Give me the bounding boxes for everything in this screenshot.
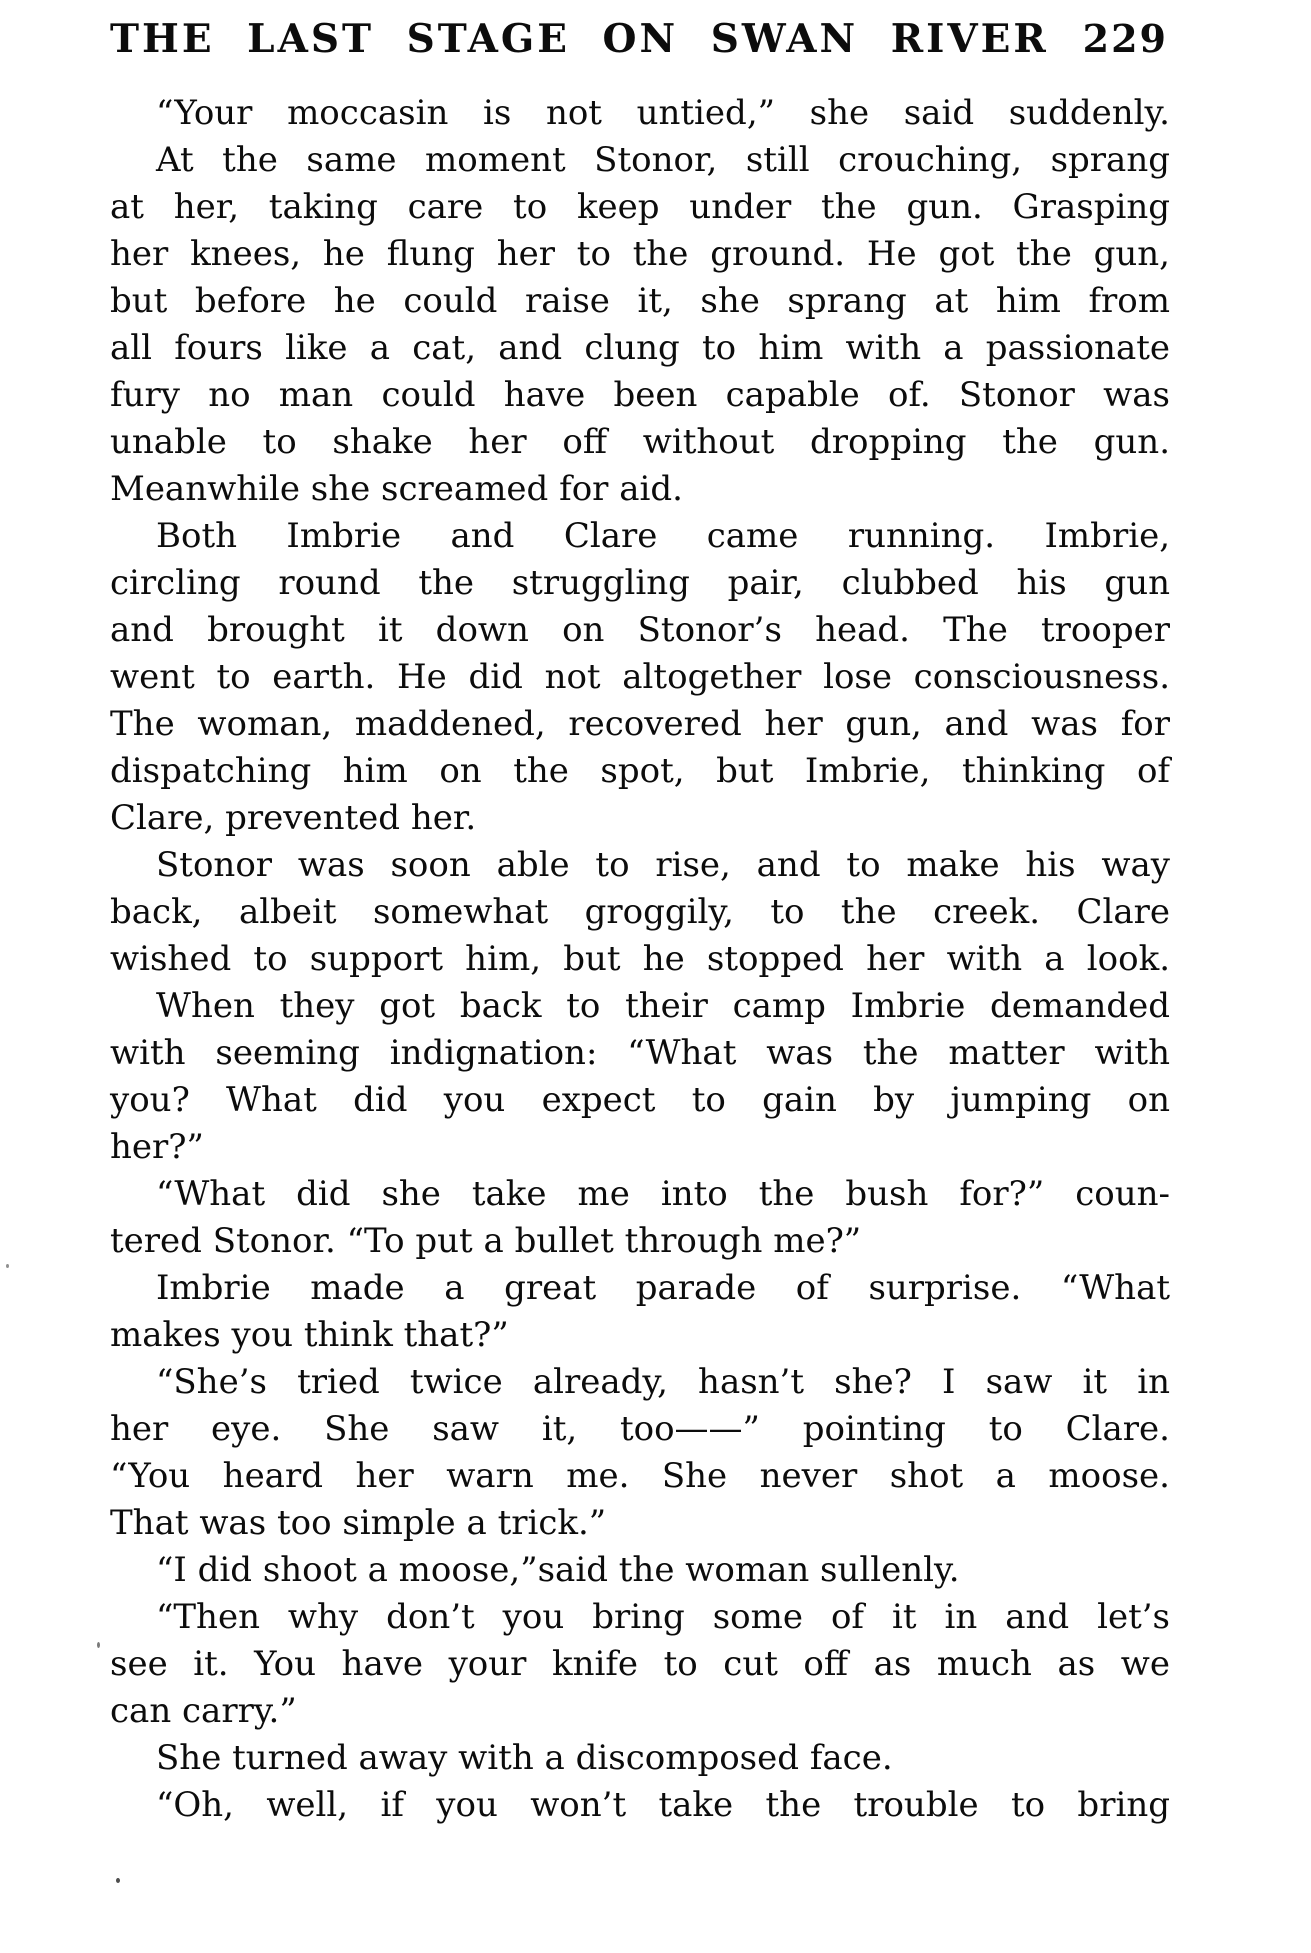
running-header xyxy=(110,16,1170,62)
text-line: you? What did you expect to gain by jumping on xyxy=(110,1080,1170,1120)
text-line: see it. You have your knife to cut off as much as we xyxy=(110,1644,1170,1684)
paragraph xyxy=(110,1359,1170,1547)
paragraph xyxy=(110,1265,1170,1359)
text-line: her eye. She saw it, too——” pointing to Clare. xyxy=(110,1409,1170,1449)
paragraph xyxy=(110,1547,1170,1594)
text-line: “You heard her warn me. She never shot a moose. xyxy=(110,1456,1170,1496)
text-line: Imbrie made a great parade of surprise. “What xyxy=(156,1268,1170,1308)
text-line: tered Stonor. “To put a bullet through me?” xyxy=(110,1221,862,1261)
text-line: circling round the struggling pair, clubbed his gun xyxy=(110,563,1170,603)
text-line: at her, taking care to keep under the gun. Grasping xyxy=(110,187,1170,227)
text-line: Meanwhile she screamed for aid. xyxy=(110,469,683,509)
text-line: The woman, maddened, recovered her gun, and was for xyxy=(110,704,1170,744)
text-line: “Oh, well, if you won’t take the trouble to bring xyxy=(156,1785,1170,1825)
text-line: all fours like a cat, and clung to him with a passionate xyxy=(110,328,1170,368)
text-line: wished to support him, but he stopped her with a look. xyxy=(110,939,1170,979)
text-line: Both Imbrie and Clare came running. Imbrie, xyxy=(156,516,1170,556)
text-line: dispatching him on the spot, but Imbrie, thinking of xyxy=(110,751,1170,791)
text-line: her?” xyxy=(110,1127,204,1167)
text-line: and brought it down on Stonor’s head. The trooper xyxy=(110,610,1170,650)
text-line: Clare, prevented her. xyxy=(110,798,477,838)
scan-speck xyxy=(6,1264,9,1268)
text-line: her knees, he flung her to the ground. He got the gun, xyxy=(110,234,1170,274)
header-title: THE LAST STAGE ON SWAN RIVER xyxy=(110,16,1049,62)
paragraph xyxy=(110,1782,1170,1829)
text-line: went to earth. He did not altogether lose consciousness. xyxy=(110,657,1170,697)
scan-speck xyxy=(116,1878,120,1883)
text-line: “Then why don’t you bring some of it in and let’s xyxy=(156,1597,1170,1637)
paragraph xyxy=(110,983,1170,1171)
text-line: fury no man could have been capable of. Stonor was xyxy=(110,375,1170,415)
paragraph xyxy=(110,513,1170,842)
paragraph xyxy=(110,842,1170,983)
page-number: 229 xyxy=(1082,16,1168,61)
text-line: with seeming indignation: “What was the matter with xyxy=(110,1033,1170,1073)
text-line: unable to shake her off without dropping the gun. xyxy=(110,422,1170,462)
paragraph xyxy=(110,90,1170,137)
text-line: She turned away with a discomposed face. xyxy=(156,1738,893,1778)
paragraph xyxy=(110,137,1170,513)
text-line: At the same moment Stonor, still crouching, sprang xyxy=(156,140,1170,180)
text-line: That was too simple a trick.” xyxy=(110,1503,607,1543)
text-line: makes you think that?” xyxy=(110,1315,509,1355)
text-line: Stonor was soon able to rise, and to make his way xyxy=(156,845,1170,885)
paragraph xyxy=(110,1171,1170,1265)
text-line: “I did shoot a moose,”said the woman sullenly. xyxy=(156,1550,960,1590)
paragraph xyxy=(110,1735,1170,1782)
text-line: but before he could raise it, she sprang at him from xyxy=(110,281,1170,321)
text-line: “What did she take me into the bush for?” coun- xyxy=(156,1174,1170,1214)
text-line: “She’s tried twice already, hasn’t she? I saw it in xyxy=(156,1362,1170,1402)
text-line: back, albeit somewhat groggily, to the creek. Clare xyxy=(110,892,1170,932)
scan-speck xyxy=(97,1642,100,1648)
text-line: can carry.” xyxy=(110,1691,297,1731)
text-line: “Your moccasin is not untied,” she said suddenly. xyxy=(156,93,1170,133)
text-line: When they got back to their camp Imbrie demanded xyxy=(156,986,1170,1026)
paragraph xyxy=(110,1594,1170,1735)
text-block xyxy=(110,90,1170,1829)
